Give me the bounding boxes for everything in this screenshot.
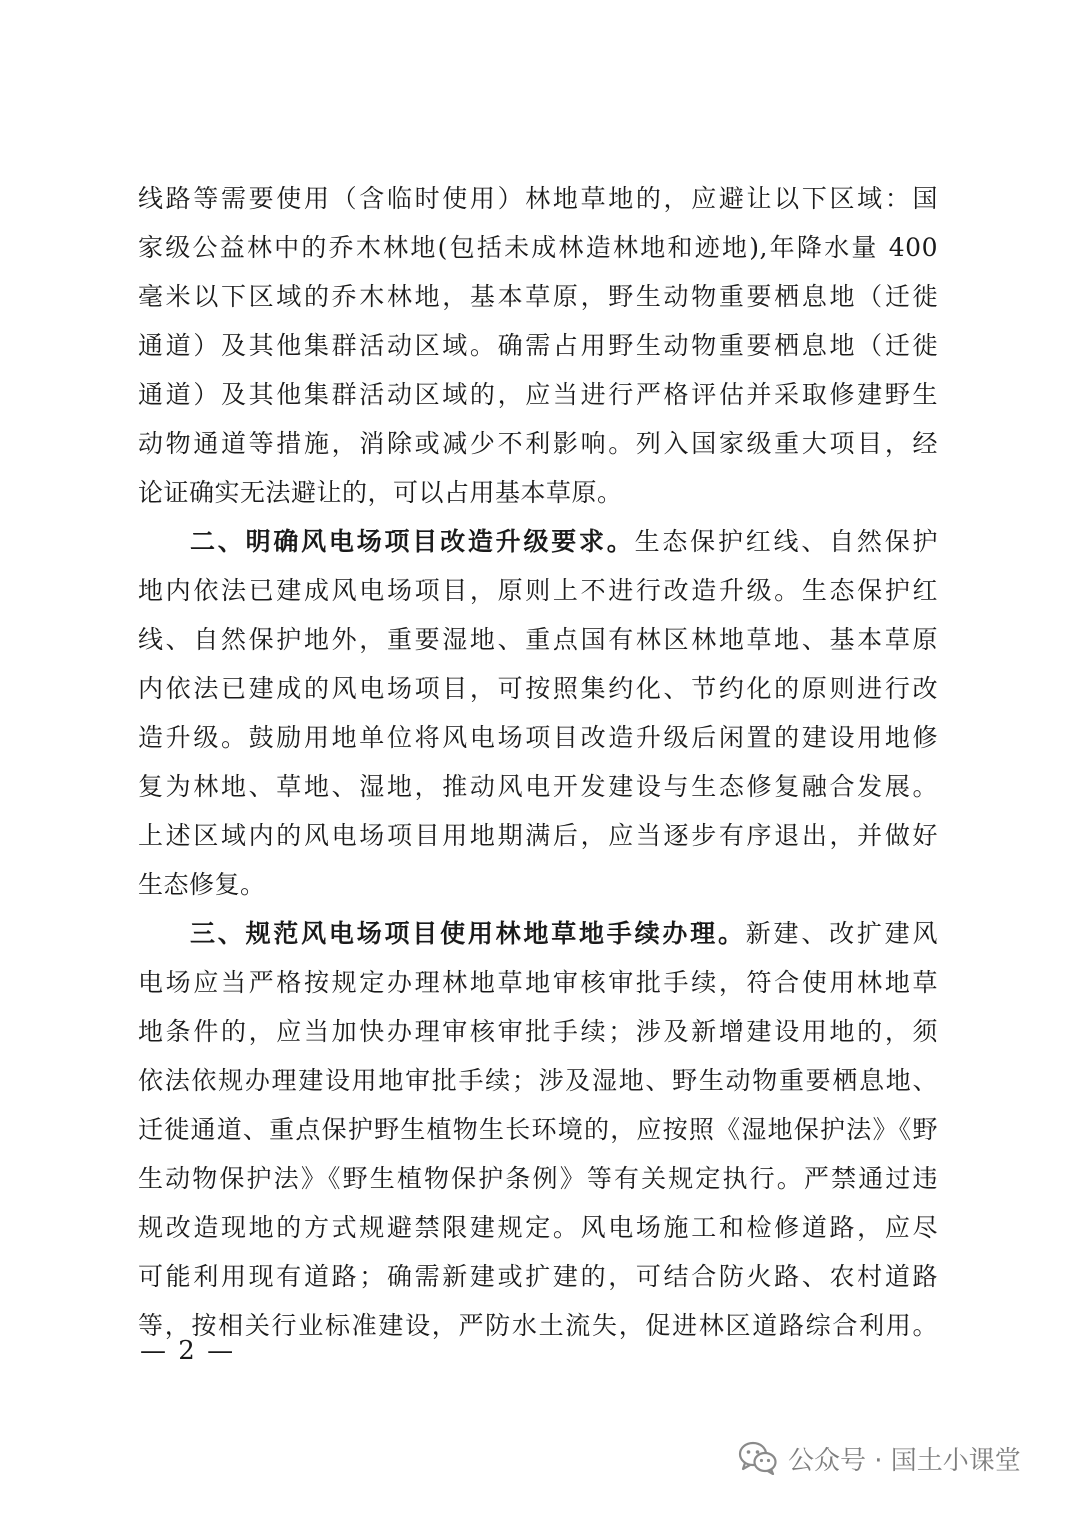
text-line: 复为林地、草地、湿地，推动风电开发建设与生态修复融合发展。 — [138, 772, 938, 801]
wechat-icon — [738, 1441, 778, 1475]
text-line: 线、自然保护地外，重要湿地、重点国有林区林地草地、基本草原 — [138, 625, 938, 654]
text-line: 毫米以下区域的乔木林地，基本草原，野生动物重要栖息地（迁徙 — [138, 282, 938, 311]
section-3-heading: 三、规范风电场项目使用林地草地手续办理。 — [190, 919, 746, 948]
text-line: 生动物保护法》《野生植物保护条例》等有关规定执行。严禁通过违 — [138, 1164, 938, 1193]
text-line: 生态修复。 — [138, 870, 266, 899]
text-line: 迁徙通道、重点保护野生植物生长环境的，应按照《湿地保护法》《野 — [138, 1115, 938, 1144]
section-2-first-line — [138, 517, 938, 566]
text-span: 生态保护红线、自然保护 — [634, 527, 938, 556]
text-line: 通道）及其他集群活动区域的，应当进行严格评估并采取修建野生 — [138, 380, 938, 409]
text-line: 通道）及其他集群活动区域。确需占用野生动物重要栖息地（迁徙 — [138, 331, 938, 360]
text-span: 新建、改扩建风 — [745, 919, 938, 948]
text-line: 可能利用现有道路；确需新建或扩建的，可结合防火路、农村道路 — [138, 1262, 938, 1291]
page-number: — 2 — — [140, 1336, 236, 1366]
text-line: 地内依法已建成风电场项目，原则上不进行改造升级。生态保护红 — [138, 576, 938, 605]
text-line: 家级公益林中的乔木林地(包括未成林造林地和迹地),年降水量 400 — [138, 233, 938, 262]
section-3-first-line — [138, 909, 938, 958]
text-line: 电场应当严格按规定办理林地草地审核审批手续，符合使用林地草 — [138, 968, 938, 997]
text-line: 规改造现地的方式规避禁限建规定。风电场施工和检修道路，应尽 — [138, 1213, 938, 1242]
text-line: 动物通道等措施，消除或减少不利影响。列入国家级重大项目，经 — [138, 429, 938, 458]
text-line: 上述区域内的风电场项目用地期满后，应当逐步有序退出，并做好 — [138, 821, 938, 850]
text-line: 地条件的，应当加快办理审核审批手续；涉及新增建设用地的，须 — [138, 1017, 938, 1046]
text-line: 造升级。鼓励用地单位将风电场项目改造升级后闲置的建设用地修 — [138, 723, 938, 752]
text-line: 内依法已建成的风电场项目，可按照集约化、节约化的原则进行改 — [138, 674, 938, 703]
section-2-heading: 二、明确风电场项目改造升级要求。 — [190, 527, 635, 556]
text-line: 线路等需要使用（含临时使用）林地草地的，应避让以下区域：国 — [138, 184, 938, 213]
text-line: 依法依规办理建设用地审批手续；涉及湿地、野生动物重要栖息地、 — [138, 1066, 938, 1095]
text-line: 等，按相关行业标准建设，严防水土流失，促进林区道路综合利用。 — [138, 1311, 938, 1340]
watermark-text: 公众号 · 国土小课堂 — [788, 1445, 1021, 1476]
text-line: 论证确实无法避让的，可以占用基本草原。 — [138, 478, 623, 507]
watermark — [738, 1436, 1021, 1480]
document-body — [138, 174, 938, 1350]
